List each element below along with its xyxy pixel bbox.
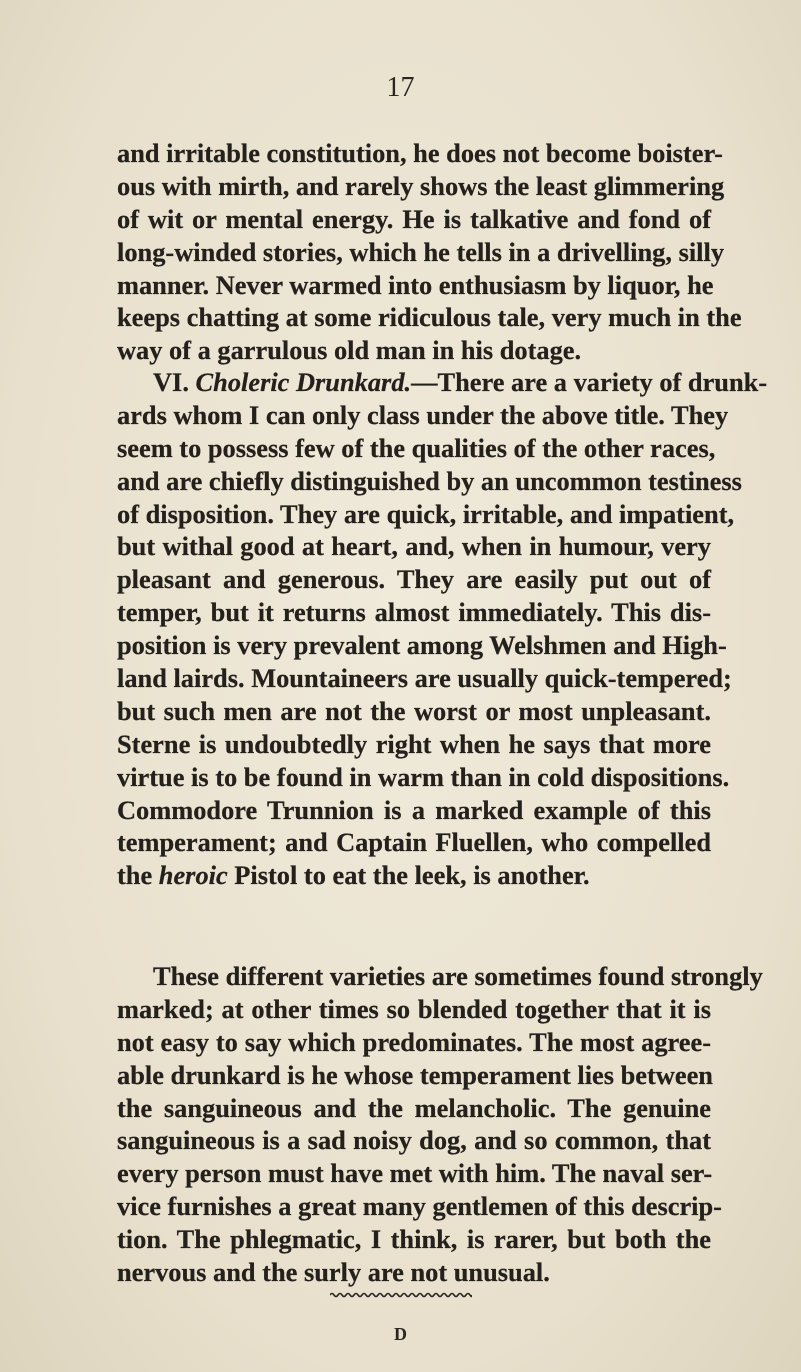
paragraph-3 — [117, 960, 763, 1289]
italic-word: heroic — [158, 860, 228, 891]
text-line: pleasant and generous. They are easily put out of — [117, 564, 711, 595]
text-line: manner. Never warmed into enthusiasm by liquor, he — [117, 269, 714, 300]
section-heading-rest: —There are a variety of drunk- — [411, 367, 768, 397]
text-line: Commodore Trunnion is a marked example of this — [117, 794, 711, 825]
text-line: land lairds. Mountaineers are usually quick-tempered; — [117, 663, 732, 694]
text-line: These different varieties are sometimes found strongly — [153, 961, 763, 991]
text-line — [117, 859, 711, 892]
text-line: but such men are not the worst or most unpleasant. — [117, 695, 711, 726]
text-line: seem to possess few of the qualities of the other races, — [117, 432, 716, 463]
text-line: and irritable constitution, he does not become boister- — [117, 138, 723, 168]
text-fragment: the — [117, 860, 159, 891]
text-line: marked; at other times so blended together that it is — [117, 993, 711, 1024]
text-line: ards whom I can only class under the above title. They — [117, 399, 729, 430]
section-heading-line — [117, 366, 768, 399]
text-line: position is very prevalent among Welshmen and High- — [117, 630, 727, 661]
text-line: and are chiefly distinguished by an uncommon testiness — [117, 465, 742, 496]
text-line: long-winded stories, which he tells in a drivelling, silly — [117, 236, 725, 267]
text-line: not easy to say which predominates. The most agree- — [117, 1026, 711, 1057]
text-line: keeps chatting at some ridiculous tale, very much in the — [117, 302, 742, 333]
text-line: temperament; and Captain Fluellen, who compelled — [117, 827, 711, 858]
paragraph-2 — [117, 366, 768, 892]
text-line: temper, but it returns almost immediately. This dis- — [117, 597, 711, 628]
text-line: Sterne is undoubtedly right when he says that more — [117, 728, 711, 759]
text-line: vice furnishes a great many gentlemen of this descrip- — [117, 1191, 722, 1222]
signature-mark: D — [394, 1324, 407, 1344]
text-line: of disposition. They are quick, irritable, and impatient, — [117, 498, 735, 529]
text-line: virtue is to be found in warm than in cold dispositions. — [117, 761, 730, 792]
text-line: sanguineous is a sad noisy dog, and so common, that — [117, 1125, 711, 1156]
text-line: ous with mirth, and rarely shows the least glimmering — [117, 170, 725, 201]
text-line: every person must have met with him. The naval ser- — [117, 1158, 713, 1189]
text-line: but withal good at heart, and, when in humour, very — [117, 531, 711, 562]
text-line: tion. The phlegmatic, I think, is rarer, but both the — [117, 1224, 711, 1255]
paragraph-1 — [117, 137, 742, 367]
text-fragment: Pistol to eat the leek, is another. — [227, 860, 590, 891]
section-number: VI. — [153, 367, 189, 397]
page-number: 17 — [386, 72, 415, 103]
text-line: nervous and the surly are not unusual. — [117, 1257, 550, 1288]
wavy-rule-ornament — [330, 1292, 472, 1298]
section-title: Choleric Drunkard. — [195, 367, 412, 397]
text-line: of wit or mental energy. He is talkative and fond of — [117, 203, 711, 234]
text-line: able drunkard is he whose temperament lies between — [117, 1059, 713, 1090]
text-line: way of a garrulous old man in his dotage. — [117, 335, 582, 366]
text-line: the sanguineous and the melancholic. The genuine — [117, 1092, 711, 1123]
